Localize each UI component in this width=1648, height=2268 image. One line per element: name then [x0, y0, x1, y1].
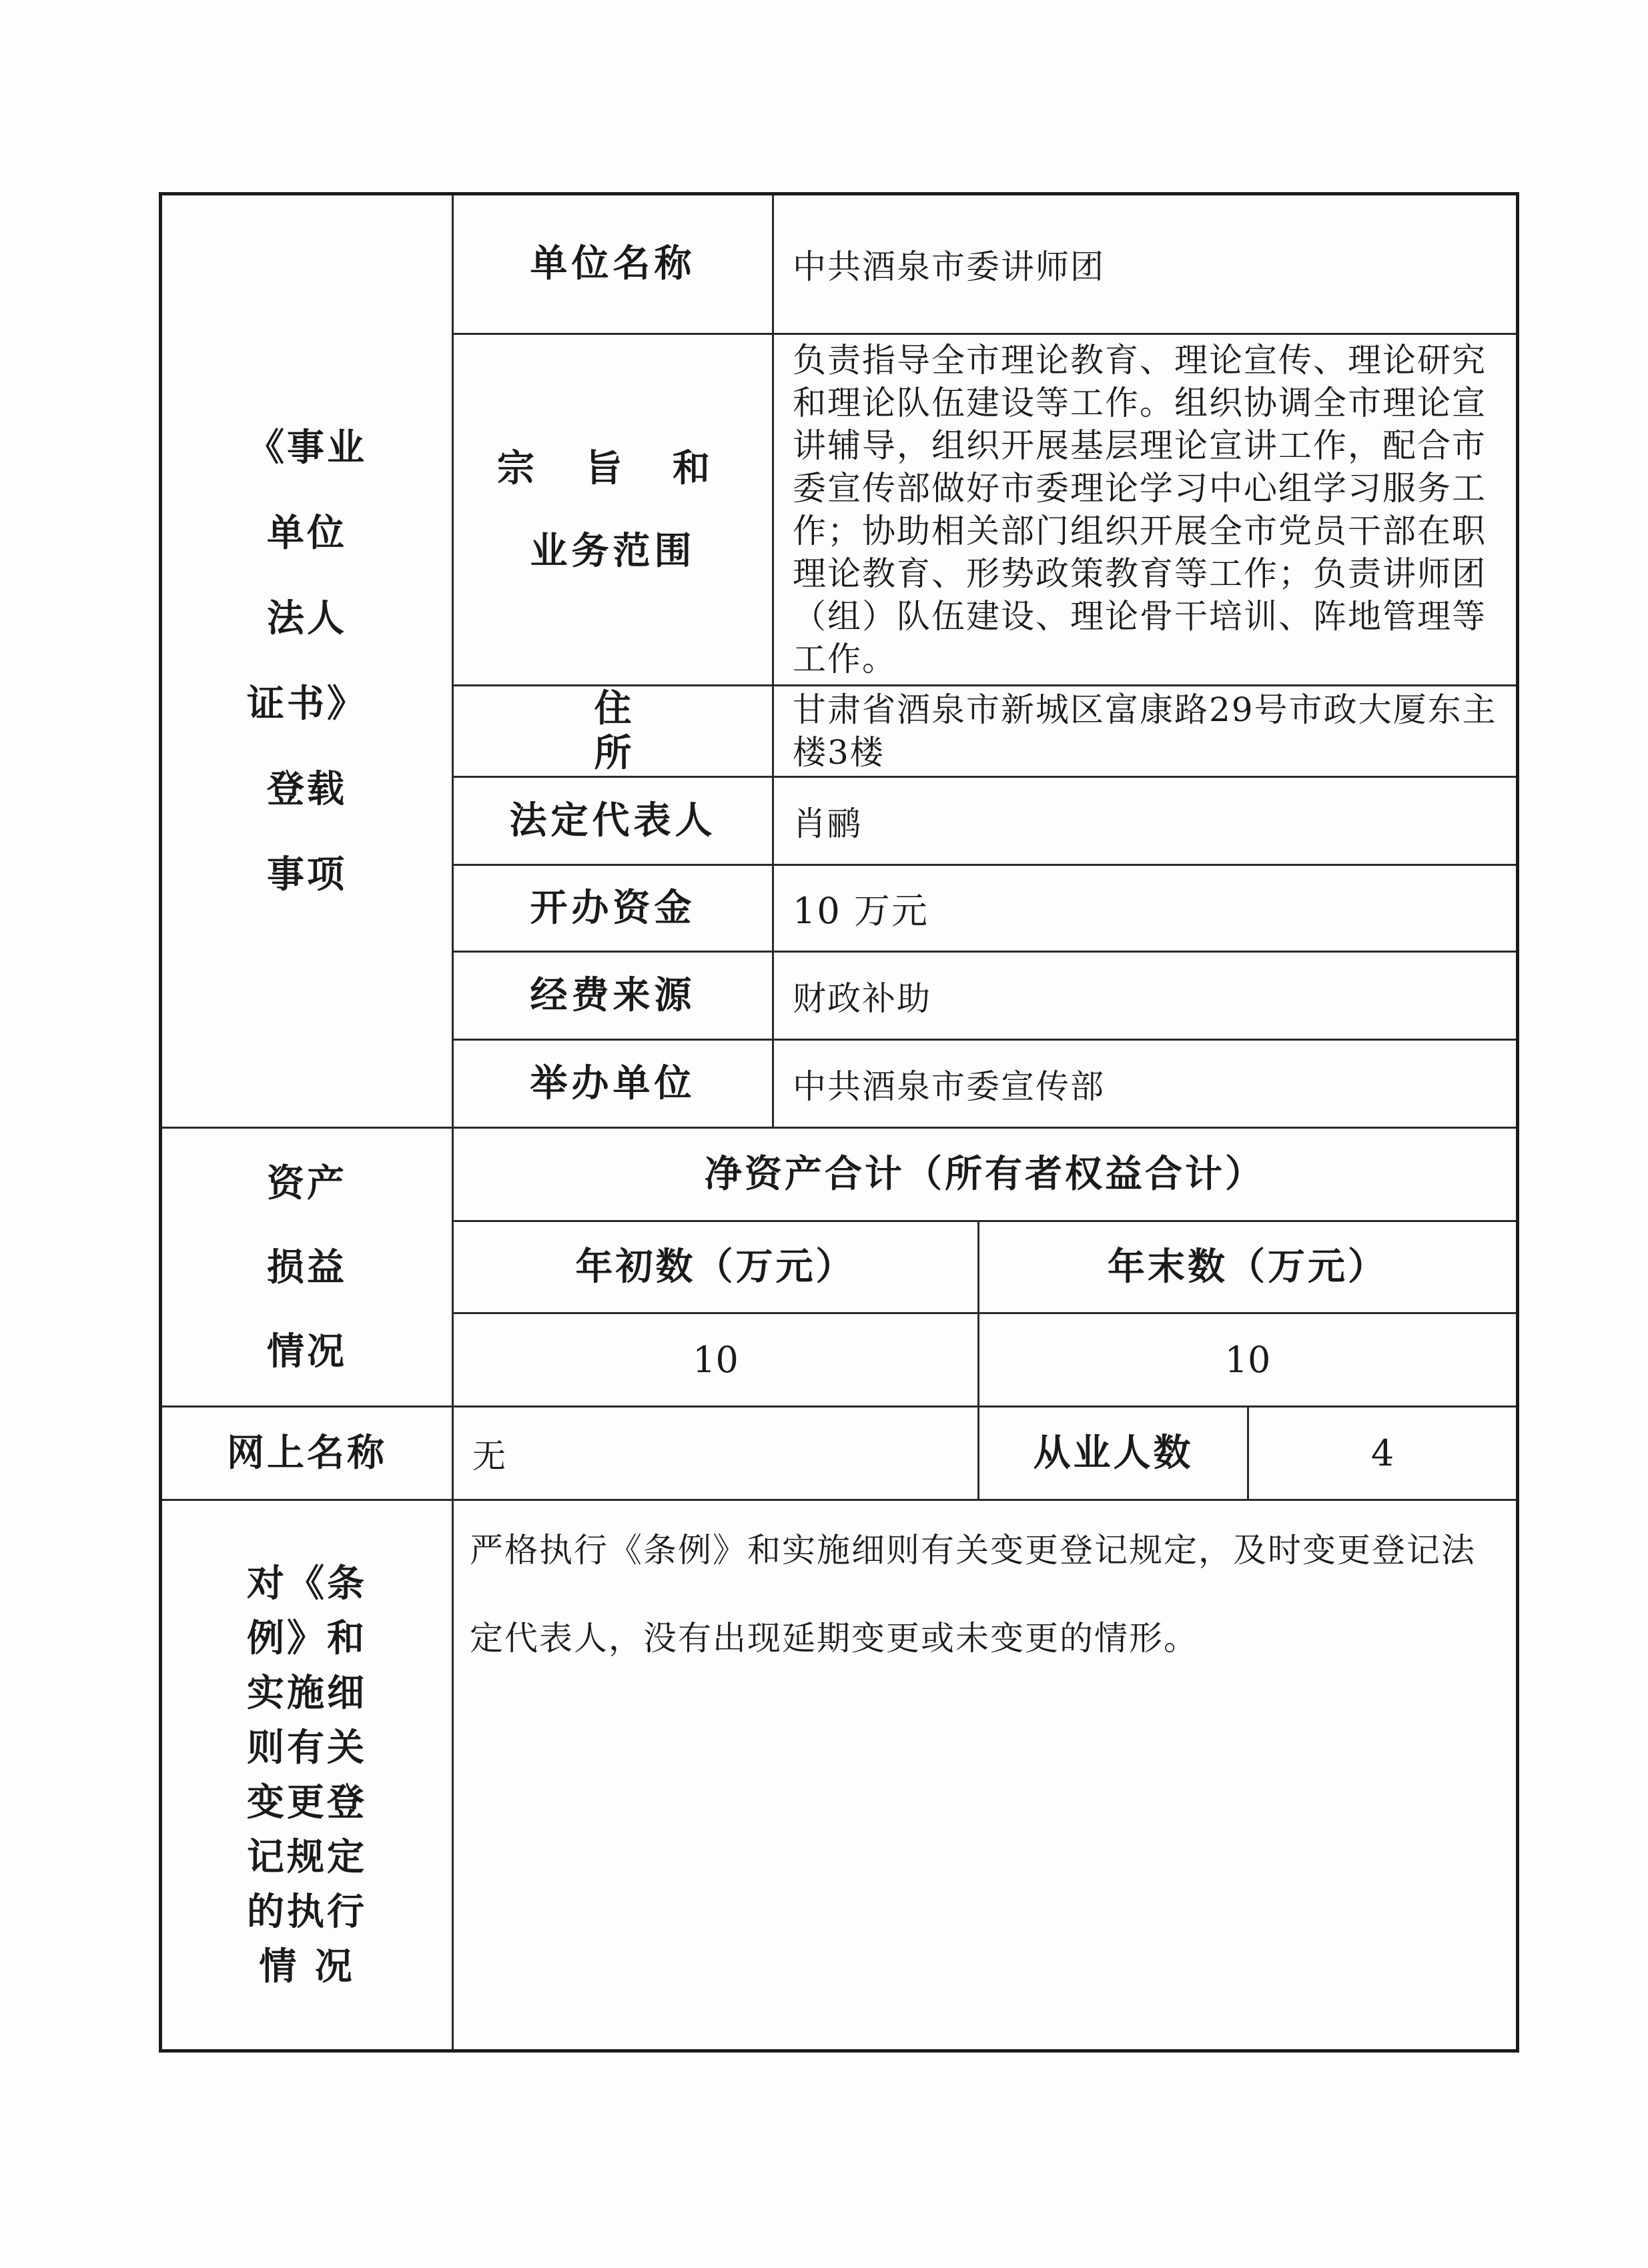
label-capital: 开办资金: [453, 865, 773, 952]
label-legal-rep: 法定代表人: [453, 777, 773, 865]
row-unit-name: [161, 194, 1518, 334]
label-unit-name: 单位名称: [453, 194, 773, 334]
row-execution: [161, 1500, 1518, 2051]
value-online-name: 无: [453, 1407, 979, 1500]
side-label-line: 单位: [267, 511, 347, 556]
side-label-registration: [161, 194, 453, 1128]
end-value: 10: [979, 1313, 1518, 1407]
side-label-line: 损益: [267, 1245, 347, 1289]
value-legal-rep: 肖鹂: [773, 777, 1518, 865]
row-assets-header: [161, 1128, 1518, 1221]
value-execution: 严格执行《条例》和实施细则有关变更登记规定，及时变更登记法定代表人，没有出现延期变更或未变更的情形。: [453, 1500, 1518, 2051]
side-label-line: 对《条: [247, 1562, 367, 1606]
value-purpose-scope: 负责指导全市理论教育、理论宣传、理论研究和理论队伍建设等工作。组织协调全市理论宣讲辅导，组织开展基层理论宣讲工作，配合市委宣传部做好市委理论学习中心组学习服务工作；协助相关部门组织开展全市党员干部在职理论教育、形势政策教育等工作；负责讲师团（组）队伍建设、理论骨干培训、阵地管理等工作。: [773, 334, 1518, 686]
label-staff-count: 从业人数: [979, 1407, 1248, 1500]
value-staff-count: 4: [1248, 1407, 1518, 1500]
label-line: 业务范围: [530, 529, 696, 573]
side-label-line: 《事业: [247, 426, 367, 470]
side-label-line: 法人: [267, 596, 347, 641]
side-label-line: 实施细: [247, 1671, 367, 1716]
side-label-line: 记规定: [247, 1835, 367, 1880]
side-label-line: 例》和: [247, 1616, 367, 1661]
col-begin-label: 年初数（万元）: [453, 1221, 979, 1313]
value-funding-source: 财政补助: [773, 952, 1518, 1040]
side-label-line: 情 况: [259, 1944, 355, 1989]
value-address: 甘肃省酒泉市新城区富康路29号市政大厦东主楼3楼: [773, 686, 1518, 777]
value-unit-name: 中共酒泉市委讲师团: [773, 194, 1518, 334]
side-label-assets: [161, 1128, 453, 1407]
label-sponsor: 举办单位: [453, 1040, 773, 1128]
side-label-line: 资产: [267, 1161, 347, 1205]
value-capital: 10 万元: [773, 865, 1518, 952]
row-online-name: [161, 1407, 1518, 1500]
side-label-execution: [161, 1500, 453, 2051]
begin-value: 10: [453, 1313, 979, 1407]
side-label-line: 证书》: [247, 682, 367, 726]
label-purpose-scope: [453, 334, 773, 686]
side-label-line: 的执行: [247, 1890, 367, 1934]
side-label-line: 情况: [267, 1329, 347, 1373]
annual-report-table: [159, 192, 1519, 2053]
side-label-line: 事项: [267, 853, 347, 897]
col-end-label: 年末数（万元）: [979, 1221, 1518, 1313]
side-label-line: 则有关: [247, 1726, 367, 1770]
net-assets-header: 净资产合计（所有者权益合计）: [453, 1128, 1518, 1221]
value-sponsor: 中共酒泉市委宣传部: [773, 1040, 1518, 1128]
side-label-line: 登载: [267, 767, 347, 812]
label-address: 住 所: [453, 686, 773, 777]
label-online-name: 网上名称: [161, 1407, 453, 1500]
side-label-line: 变更登: [247, 1780, 367, 1825]
label-funding-source: 经费来源: [453, 952, 773, 1040]
label-line: 宗 旨 和: [497, 446, 729, 490]
